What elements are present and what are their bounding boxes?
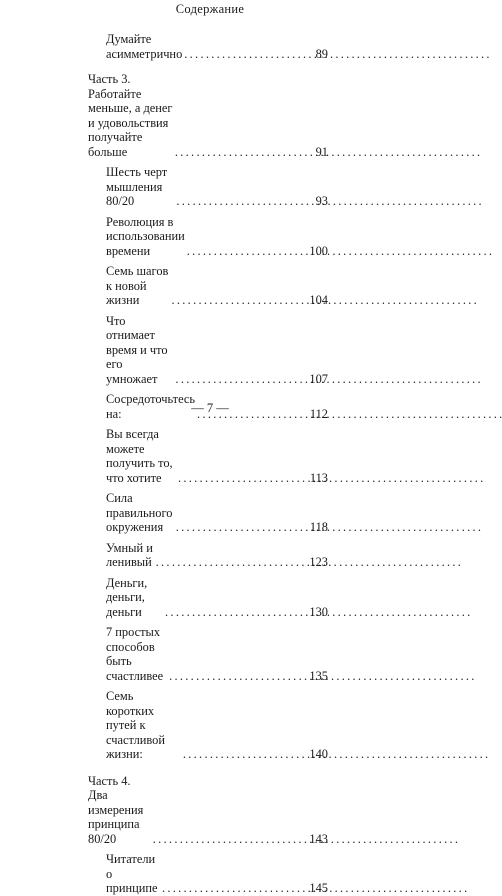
toc-entry-title: Сила правильного окружения: [106, 491, 173, 534]
toc-entry-page: 89: [315, 46, 328, 61]
dot-leader: [173, 372, 307, 387]
toc-entry-page: 104: [309, 293, 328, 307]
toc-entry-title: Часть 4. Два измерения принципа 80/20: [88, 773, 144, 846]
toc-entry: [106, 541, 328, 570]
toc-part-entry: [88, 774, 328, 847]
toc-entry: [106, 491, 328, 535]
dot-leader: [170, 293, 308, 308]
dot-leader: [163, 605, 307, 620]
dot-leader: [167, 669, 307, 684]
toc-entry-title: Шесть черт мышления 80/20: [106, 165, 168, 208]
toc-entry-title: Семь шагов к новой жизни: [106, 264, 169, 307]
dot-leader: [174, 520, 308, 535]
toc-entry: [106, 314, 328, 387]
toc-entry-page: 100: [309, 243, 328, 258]
toc-part-entry: [88, 72, 328, 159]
toc-entry-title: Революция в использовании времени: [106, 214, 185, 258]
dot-leader: [174, 194, 313, 209]
toc-entry-title: Вы всегда можете получить то, что хотите: [106, 427, 173, 485]
toc-entry: [106, 576, 328, 620]
toc-entry: [106, 215, 328, 259]
table-of-contents: [88, 32, 328, 896]
dot-leader: [181, 747, 308, 762]
dot-leader: [154, 555, 308, 570]
toc-entry: [106, 32, 328, 61]
toc-entry-page: 145: [309, 881, 328, 895]
dot-leader: [160, 881, 307, 896]
toc-entry-page: 123: [309, 555, 328, 569]
toc-entry-title: 7 простых способов быть счастливее: [106, 625, 164, 683]
toc-entry: [106, 689, 328, 762]
toc-entry: [106, 264, 328, 308]
toc-entry-title: Семь коротких путей к счастливой жизни:: [106, 689, 165, 761]
toc-entry-page: 118: [309, 520, 328, 534]
dot-leader: [176, 471, 308, 486]
toc-entry: [106, 165, 328, 209]
toc-entry-title: Читатели о принципе: [106, 852, 158, 895]
toc-entry: [106, 625, 328, 683]
toc-entry-page: 91: [315, 144, 328, 159]
toc-entry-page: 130: [309, 604, 328, 619]
page-number: — 7 —: [191, 401, 229, 415]
toc-entry-title: Часть 3. Работайте меньше, а денег и удовольствия получайте больше: [88, 72, 173, 159]
toc-entry-page: 143: [309, 831, 328, 846]
toc-entry-page: 135: [309, 668, 328, 683]
toc-entry-page: 140: [309, 747, 328, 761]
toc-entry-page: 93: [315, 194, 328, 208]
dot-leader: [185, 244, 308, 259]
toc-entry-page: 113: [309, 470, 328, 485]
running-head: Содержание: [175, 2, 245, 16]
toc-entry-title: Умный и ленивый: [106, 540, 153, 569]
dot-leader: [182, 47, 313, 62]
dot-leader: [173, 145, 314, 160]
toc-entry-title: Что отнимает время и что его умножает: [106, 313, 168, 386]
toc-entry-title: Сосредоточьтесь на:: [106, 392, 196, 421]
toc-entry-title: Деньги, деньги, деньги: [106, 575, 148, 619]
dot-leader: [151, 832, 308, 847]
toc-entry-page: 112: [309, 406, 328, 421]
toc-entry: [106, 427, 328, 485]
toc-entry-title: Думайте асимметрично: [106, 32, 183, 61]
toc-entry-page: 107: [309, 371, 328, 386]
toc-entry: [106, 852, 328, 896]
